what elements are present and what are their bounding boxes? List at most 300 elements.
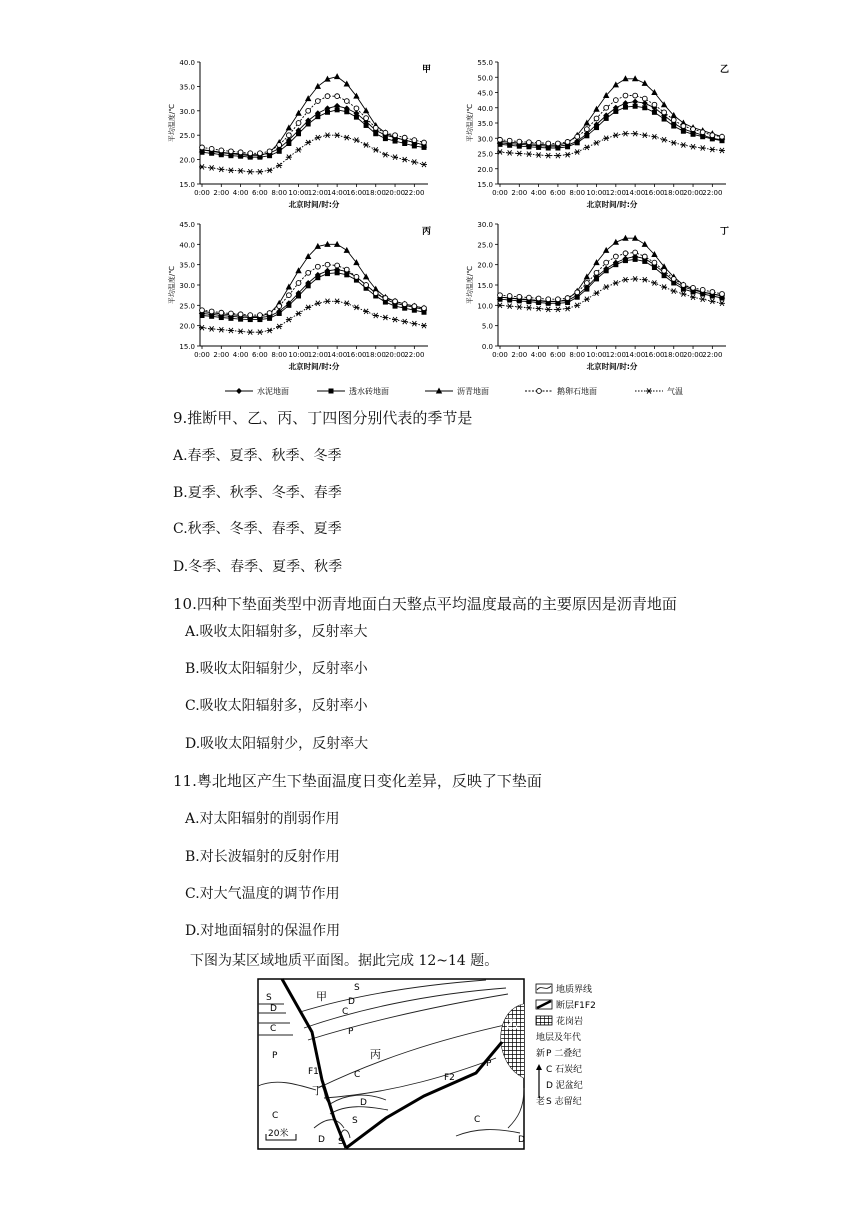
x-tick-label: 16:00: [346, 189, 367, 197]
data-point: [334, 241, 340, 247]
question-10-option-a: A.吸收太阳辐射多，反射率大: [185, 624, 368, 640]
x-tick-label: 2:00: [511, 189, 528, 197]
x-tick-label: 10:00: [586, 189, 607, 197]
series-3: [498, 93, 725, 146]
data-point: [402, 302, 407, 307]
question-10-option-c: C.吸收太阳辐射多，反射率小: [185, 698, 368, 714]
x-tick-label: 0:00: [194, 189, 210, 197]
legend-marker: [436, 388, 442, 394]
data-point: [507, 304, 513, 309]
unit-d-bottom: D: [318, 1135, 325, 1145]
data-point: [334, 133, 340, 138]
unit-s-left: S: [266, 993, 272, 1003]
data-point: [526, 305, 532, 310]
x-tick-label: 10:00: [288, 189, 309, 197]
y-tick-label: 0.0: [481, 343, 493, 351]
data-point: [642, 277, 648, 282]
data-point: [527, 140, 532, 145]
data-point: [526, 152, 532, 157]
x-tick-label: 16:00: [644, 351, 665, 359]
data-point: [277, 311, 282, 316]
x-tick-label: 0:00: [492, 189, 508, 197]
x-tick-label: 20:00: [682, 189, 704, 197]
data-point: [411, 159, 417, 164]
data-point: [691, 285, 696, 290]
data-point: [353, 305, 359, 310]
data-point: [603, 247, 609, 253]
question-11-stem: 11.粤北地区产生下垫面温度日变化差异，反映了下垫面: [173, 772, 542, 790]
series-line: [202, 77, 424, 156]
data-point: [344, 247, 350, 253]
data-point: [267, 316, 272, 321]
data-point: [681, 283, 686, 288]
series-line: [202, 265, 424, 315]
data-point: [353, 137, 359, 142]
data-point: [393, 299, 398, 304]
y-axis-label: 平均温度/℃: [466, 103, 474, 143]
data-point: [536, 140, 541, 145]
data-point: [622, 235, 628, 241]
data-point: [507, 150, 513, 155]
y-tick-label: 30.0: [477, 135, 493, 144]
data-point: [622, 277, 628, 282]
data-point: [228, 168, 234, 173]
data-point: [402, 319, 408, 324]
data-point: [200, 308, 205, 313]
data-point: [363, 142, 369, 147]
y-tick-label: 25.0: [179, 132, 195, 141]
data-point: [248, 313, 253, 318]
series-line: [202, 106, 424, 155]
data-point: [623, 251, 628, 256]
data-point: [507, 138, 512, 143]
data-point: [719, 148, 725, 153]
legend-new: 新: [536, 1049, 546, 1059]
y-tick-label: 50.0: [477, 74, 493, 83]
y-tick-label: 20.0: [477, 165, 493, 174]
data-point: [613, 280, 619, 285]
data-point: [393, 133, 398, 138]
data-point: [238, 150, 243, 155]
data-point: [632, 276, 638, 281]
legend-marker: [646, 388, 652, 393]
data-point: [700, 130, 705, 135]
data-point: [306, 108, 311, 113]
y-tick-label: 35.0: [179, 83, 195, 92]
x-tick-label: 8:00: [271, 351, 288, 359]
data-point: [422, 306, 427, 311]
data-point: [545, 153, 551, 158]
data-point: [671, 289, 677, 294]
data-point: [680, 291, 686, 296]
data-point: [219, 148, 224, 153]
y-tick-label: 30.0: [179, 107, 195, 116]
data-point: [325, 271, 330, 276]
data-point: [209, 146, 214, 151]
data-point: [556, 141, 561, 146]
data-point: [516, 151, 522, 156]
panel-tag: 丁: [720, 227, 730, 237]
y-tick-label: 20.0: [477, 261, 493, 270]
data-point: [623, 258, 628, 263]
unit-d-top: D: [348, 997, 355, 1007]
data-point: [517, 139, 522, 144]
y-tick-label: 25.0: [477, 241, 493, 250]
data-point: [393, 304, 398, 309]
data-point: [412, 138, 417, 143]
data-point: [344, 301, 350, 306]
series-line: [202, 273, 424, 320]
data-point: [383, 136, 388, 141]
unit-c-top: C: [342, 1007, 349, 1017]
question-9-option-d: D.冬季、春季、夏季、秋季: [173, 559, 343, 575]
unit-s-top: S: [354, 983, 360, 993]
data-point: [344, 267, 349, 272]
legend-old: 老: [536, 1097, 546, 1107]
data-point: [574, 149, 580, 154]
data-point: [267, 311, 272, 316]
x-tick-label: 6:00: [252, 351, 268, 359]
map-label-bing: 丙: [370, 1048, 381, 1061]
data-point: [633, 250, 638, 255]
y-tick-label: 55.0: [477, 59, 493, 67]
x-tick-label: 8:00: [569, 189, 586, 197]
data-point: [556, 297, 561, 302]
data-point: [710, 290, 715, 295]
unit-c-right: C: [474, 1115, 481, 1125]
x-tick-label: 16:00: [346, 351, 367, 359]
data-point: [209, 326, 215, 331]
data-point: [296, 131, 301, 136]
x-tick-label: 8:00: [271, 189, 288, 197]
unit-s-bottom: S: [338, 1137, 344, 1147]
data-point: [238, 329, 244, 334]
data-point: [642, 259, 647, 264]
data-point: [584, 287, 589, 292]
chart-yi: [458, 56, 758, 211]
series-3: [200, 262, 427, 317]
data-point: [286, 293, 291, 298]
data-point: [305, 305, 311, 310]
x-tick-label: 14:00: [327, 351, 348, 359]
legend-stratum-p: P 二叠纪: [546, 1049, 582, 1059]
data-point: [709, 299, 715, 304]
data-point: [680, 142, 686, 147]
data-point: [555, 153, 561, 158]
data-point: [219, 310, 224, 315]
map-legend: [536, 983, 596, 1107]
data-point: [623, 105, 628, 110]
data-point: [642, 241, 648, 247]
x-tick-label: 20:00: [682, 351, 704, 359]
data-point: [295, 110, 301, 116]
data-point: [671, 118, 676, 123]
y-tick-label: 40.0: [477, 104, 493, 113]
x-tick-label: 2:00: [213, 351, 230, 359]
series-line: [500, 238, 722, 302]
data-point: [324, 299, 330, 304]
question-9-option-c: C.秋季、冬季、春季、夏季: [173, 521, 342, 537]
series-line: [500, 96, 722, 144]
data-point: [267, 149, 272, 154]
data-point: [247, 169, 253, 174]
data-point: [306, 121, 311, 126]
data-point: [354, 115, 359, 120]
x-tick-label: 14:00: [625, 351, 646, 359]
data-point: [536, 306, 542, 311]
data-point: [498, 137, 503, 142]
map-label-ding: 丁: [312, 1084, 323, 1097]
data-point: [613, 262, 618, 267]
data-point: [661, 284, 667, 289]
legend-marker: [236, 388, 242, 394]
series-line: [500, 134, 722, 156]
data-point: [594, 270, 599, 275]
series-line: [500, 102, 722, 147]
legend-fault: 断层F1F2: [556, 1001, 596, 1011]
data-point: [594, 125, 599, 130]
data-point: [681, 124, 686, 129]
data-point: [421, 323, 427, 328]
data-point: [575, 134, 580, 139]
unit-p-right: P: [486, 1059, 492, 1069]
data-point: [632, 131, 638, 136]
y-tick-label: 45.0: [179, 221, 195, 229]
unit-d-left: D: [270, 1004, 277, 1014]
data-point: [632, 235, 638, 241]
data-point: [662, 268, 667, 273]
question-11-option-b: B.对长波辐射的反射作用: [185, 849, 340, 865]
data-point: [662, 110, 667, 115]
legend-marker: [537, 389, 542, 394]
data-point: [622, 131, 628, 136]
data-point: [200, 145, 205, 150]
unit-p-top: P: [348, 1027, 354, 1037]
legend-label: 沥青地面: [457, 387, 489, 396]
data-point: [325, 94, 330, 99]
data-point: [613, 81, 619, 87]
data-point: [344, 80, 350, 86]
x-tick-label: 10:00: [288, 351, 309, 359]
series-line: [500, 257, 722, 302]
data-point: [286, 284, 292, 290]
data-point: [344, 135, 350, 140]
y-tick-label: 30.0: [179, 282, 195, 290]
data-point: [335, 263, 340, 268]
data-point: [604, 260, 609, 265]
data-point: [392, 317, 398, 322]
data-point: [720, 134, 725, 139]
data-point: [258, 151, 263, 156]
data-point: [325, 262, 330, 267]
data-point: [315, 83, 321, 89]
series-3: [200, 94, 427, 156]
unit-d-center: D: [360, 1098, 367, 1108]
data-point: [229, 149, 234, 154]
data-point: [315, 99, 320, 104]
data-point: [527, 295, 532, 300]
data-point: [604, 105, 609, 110]
data-point: [209, 165, 215, 170]
data-point: [218, 167, 224, 172]
data-point: [651, 134, 657, 139]
data-point: [575, 290, 580, 295]
data-point: [681, 129, 686, 134]
data-point: [700, 297, 706, 302]
data-point: [720, 292, 725, 297]
chart-bing: [160, 218, 460, 373]
x-tick-label: 12:00: [605, 189, 626, 197]
series-line: [202, 270, 424, 318]
y-tick-label: 40.0: [179, 59, 195, 67]
data-point: [402, 157, 408, 162]
data-point: [238, 312, 243, 317]
data-point: [652, 265, 657, 270]
data-point: [710, 133, 715, 138]
x-tick-label: 2:00: [511, 351, 528, 359]
legend-label: 水泥地面: [257, 387, 289, 396]
data-point: [402, 135, 407, 140]
x-tick-label: 0:00: [194, 351, 210, 359]
data-point: [267, 168, 273, 173]
data-point: [286, 133, 291, 138]
data-point: [662, 117, 667, 122]
x-axis-label: 北京时间/时:分: [586, 200, 638, 209]
data-point: [642, 80, 648, 86]
data-point: [228, 328, 234, 333]
data-point: [652, 110, 657, 115]
x-tick-label: 22:00: [404, 351, 425, 359]
legend-stratum-c: C 石炭纪: [546, 1065, 583, 1075]
y-tick-label: 25.0: [477, 150, 493, 159]
data-point: [373, 125, 378, 130]
data-point: [517, 294, 522, 299]
data-point: [574, 303, 580, 308]
data-point: [691, 132, 696, 137]
data-point: [335, 107, 340, 112]
question-9-option-a: A.春季、夏季、秋季、冬季: [173, 448, 342, 464]
map-label-yi: 乙: [506, 1017, 519, 1031]
data-point: [315, 264, 320, 269]
data-point: [632, 75, 638, 81]
question-10-option-b: B.吸收太阳辐射少，反射率小: [185, 661, 368, 677]
data-point: [565, 152, 571, 157]
data-point: [642, 133, 648, 138]
data-point: [306, 270, 311, 275]
x-axis-label: 北京时间/时:分: [288, 200, 340, 209]
question-10-option-d: D.吸收太阳辐射少，反射率大: [185, 736, 369, 752]
data-point: [594, 140, 600, 145]
data-point: [690, 295, 696, 300]
chart-ding: [458, 218, 758, 373]
data-point: [344, 272, 349, 277]
y-axis-label: 平均温度/℃: [168, 265, 176, 305]
geologic-map: [256, 978, 596, 1154]
y-tick-label: 45.0: [477, 89, 493, 98]
data-point: [584, 145, 590, 150]
x-tick-label: 8:00: [569, 351, 586, 359]
data-point: [247, 330, 253, 335]
data-point: [545, 307, 551, 312]
y-tick-label: 20.0: [179, 156, 195, 165]
data-point: [516, 304, 522, 309]
data-point: [286, 303, 291, 308]
data-point: [604, 116, 609, 121]
legend-stratum-s: S 志留纪: [546, 1097, 582, 1107]
data-point: [594, 291, 600, 296]
data-point: [296, 311, 302, 316]
x-axis-label: 北京时间/时:分: [288, 362, 340, 371]
data-point: [536, 152, 542, 157]
data-point: [507, 294, 512, 299]
unit-p-left: P: [272, 1051, 278, 1061]
data-point: [209, 309, 214, 314]
y-axis-label: 平均温度/℃: [168, 103, 176, 143]
data-point: [286, 141, 291, 146]
data-point: [575, 140, 580, 145]
x-tick-label: 4:00: [530, 189, 547, 197]
series-line: [500, 106, 722, 148]
data-point: [296, 281, 301, 286]
data-point: [315, 114, 320, 119]
data-point: [623, 93, 628, 98]
data-point: [324, 241, 330, 247]
data-point: [238, 168, 244, 173]
x-tick-label: 10:00: [586, 351, 607, 359]
y-tick-label: 25.0: [179, 302, 195, 311]
map-label-f1: F1: [308, 1067, 319, 1077]
data-point: [613, 109, 618, 114]
x-tick-label: 22:00: [404, 189, 425, 197]
data-point: [335, 94, 340, 99]
x-tick-label: 6:00: [550, 351, 566, 359]
y-tick-label: 5.0: [481, 322, 493, 331]
data-point: [364, 283, 369, 288]
data-point: [613, 98, 618, 103]
data-point: [604, 268, 609, 273]
data-point: [296, 121, 301, 126]
data-point: [277, 143, 282, 148]
x-tick-label: 6:00: [252, 189, 268, 197]
data-point: [258, 313, 263, 318]
series-0: [199, 103, 427, 158]
legend-label: 鹅卵石地面: [557, 387, 597, 396]
data-point: [662, 273, 667, 278]
unit-c-center: C: [354, 1070, 361, 1080]
data-point: [412, 304, 417, 309]
y-tick-label: 10.0: [477, 302, 493, 311]
data-point: [671, 277, 676, 282]
question-9-option-b: B.夏季、秋季、冬季、春季: [173, 485, 342, 501]
series-line: [500, 253, 722, 300]
data-point: [565, 306, 571, 311]
data-point: [594, 116, 599, 121]
x-tick-label: 18:00: [663, 189, 684, 197]
legend-strata-title: 地层及年代: [536, 1033, 582, 1043]
y-tick-label: 15.0: [179, 181, 195, 189]
data-point: [613, 133, 619, 138]
data-point: [584, 297, 590, 302]
series-line: [202, 96, 424, 153]
data-point: [671, 140, 677, 145]
data-point: [422, 140, 427, 145]
data-point: [324, 133, 330, 138]
data-point: [584, 133, 589, 138]
data-point: [373, 131, 378, 136]
question-11-option-c: C.对大气温度的调节作用: [185, 886, 340, 902]
legend-marker: [329, 389, 334, 394]
data-point: [700, 145, 706, 150]
